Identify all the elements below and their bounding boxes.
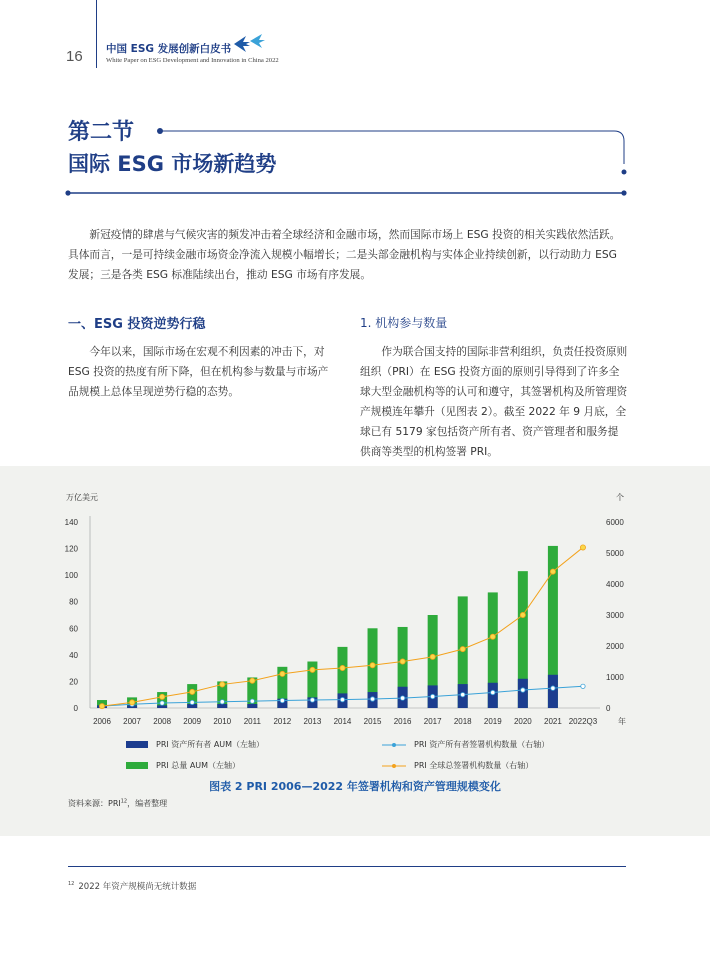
- source-footnote-ref: 12: [120, 798, 128, 805]
- point-total-count: [310, 667, 315, 672]
- y-left-tick: 120: [64, 544, 78, 554]
- footer-divider: [68, 866, 626, 867]
- subsection-heading: 一、ESG 投资逆势行稳: [68, 317, 206, 332]
- point-owner-count: [551, 686, 555, 690]
- point-total-count: [460, 647, 465, 652]
- y-left-tick: 80: [69, 597, 78, 607]
- point-total-count: [250, 678, 255, 683]
- x-tick: 2012: [273, 717, 292, 726]
- point-total-count: [340, 665, 345, 670]
- section-title: 国际 ESG 市场新趋势: [68, 152, 277, 176]
- point-owner-count: [491, 690, 495, 694]
- intro-paragraph: 新冠疫情的肆虐与气候灾害的频发冲击着全球经济和金融市场，然而国际市场上 ESG 投资的相关实践依然活跃。具体而言，一是可持续金融市场资金净流入规模小幅增长；二是头部金融机构与实体企业持续创新，以行动助力 ESG 发展；三是各类 ESG 标准陆续出台，推动 ESG 市场有序发展。: [68, 228, 621, 281]
- chart-source: [68, 798, 167, 809]
- point-total-count: [490, 634, 495, 639]
- legend-label: PRI 全球总签署机构数量（右轴）: [414, 761, 534, 770]
- y-right-tick: 1000: [606, 673, 624, 682]
- point-owner-count: [190, 700, 194, 704]
- x-tick: 2019: [483, 717, 502, 726]
- institutions-paragraph: 作为联合国支持的国际非营利组织，负责任投资原则组织（PRI）在 ESG 投资方面的原则引导得到了许多全球大型金融机构等的认可和遵守，其签署机构及所管理资产规模连年攀升（见图表 2）。截至 2022 年 9 月底，全球已有 5179 家包括资产所有者、资产管理者和服务提供商等类型的机构签署 PRI。: [360, 345, 628, 458]
- subheading-institutions: 1. 机构参与数量: [360, 316, 448, 330]
- footnote-marker: 12: [68, 881, 75, 888]
- legend-total-count: [382, 760, 533, 771]
- point-owner-count: [430, 694, 434, 698]
- y-right-tick: 2000: [606, 642, 624, 651]
- point-total-count: [220, 682, 225, 687]
- x-tick: 2011: [243, 717, 261, 726]
- y-left-tick: 20: [69, 677, 78, 687]
- x-unit: 年: [618, 717, 626, 726]
- point-total-count: [400, 659, 405, 664]
- point-owner-count: [220, 700, 224, 704]
- subsection-paragraph: 今年以来，国际市场在宏观不利因素的冲击下，对 ESG 投资的热度有所下降，但在机构参与数量与市场产品规模上总体呈现逆势行稳的态势。: [68, 345, 329, 398]
- x-tick: 2010: [213, 717, 232, 726]
- point-total-count: [129, 700, 134, 705]
- point-owner-count: [461, 692, 465, 696]
- footnote-text: 2022 年资产规模尚无统计数据: [78, 882, 197, 892]
- y-left-tick: 60: [69, 624, 78, 634]
- point-owner-count: [280, 698, 284, 702]
- y-left-tick: 0: [73, 704, 78, 713]
- legend-label: PRI 资产所有者签署机构数量（右轴）: [414, 740, 550, 749]
- x-tick: 2006: [93, 717, 111, 726]
- x-tick: 2017: [423, 717, 442, 726]
- point-total-count: [430, 654, 435, 659]
- section-number: 第二节: [68, 120, 135, 145]
- x-tick: 2020: [513, 717, 532, 726]
- x-tick: 2013: [303, 717, 322, 726]
- y-left-tick: 140: [64, 518, 78, 527]
- point-owner-count: [340, 697, 344, 701]
- y-right-tick: 3000: [606, 611, 624, 620]
- legend-owner-count: [382, 739, 549, 750]
- point-owner-count: [400, 696, 404, 700]
- x-tick: 2022Q3: [568, 717, 598, 726]
- legend-swatch: [126, 741, 148, 748]
- header-title-en: White Paper on ESG Development and Innovation in China 2022: [106, 57, 279, 64]
- bar-owner-aum: [157, 705, 167, 708]
- x-tick: 2021: [544, 717, 562, 726]
- point-owner-count: [250, 699, 254, 703]
- y-left-unit: 万亿美元: [66, 493, 98, 502]
- header-title-cn: 中国 ESG 发展创新白皮书: [106, 43, 232, 55]
- point-owner-count: [521, 688, 525, 692]
- point-owner-count: [581, 684, 585, 688]
- x-tick: 2007: [123, 717, 141, 726]
- point-owner-count: [310, 698, 314, 702]
- section-frame: [0, 0, 710, 210]
- point-total-count: [550, 569, 555, 574]
- point-owner-count: [370, 697, 374, 701]
- legend-swatch: [126, 762, 148, 769]
- point-total-count: [520, 612, 525, 617]
- y-right-unit: 个: [616, 493, 624, 502]
- source-text: 资料来源：PRI: [68, 799, 121, 808]
- footnote: [68, 880, 196, 892]
- bar-owner-aum: [217, 704, 227, 708]
- x-tick: 2008: [153, 717, 172, 726]
- point-total-count: [580, 545, 585, 550]
- legend-label: PRI 总量 AUM（左轴）: [156, 761, 241, 770]
- figure-caption: 图表 2 PRI 2006—2022 年签署机构和资产管理规模变化: [209, 780, 501, 793]
- x-tick: 2014: [333, 717, 352, 726]
- point-total-count: [190, 689, 195, 694]
- legend-label: PRI 资产所有者 AUM（左轴）: [156, 740, 265, 749]
- point-owner-count: [160, 701, 164, 705]
- x-tick: 2016: [393, 717, 412, 726]
- bar-owner-aum: [247, 704, 257, 708]
- legend-owner-aum: [126, 739, 264, 750]
- x-tick: 2018: [453, 717, 472, 726]
- legend-swatch: [382, 762, 406, 770]
- bar-owner-aum: [518, 679, 528, 708]
- legend-swatch: [382, 741, 406, 749]
- bar-owner-aum: [548, 675, 558, 708]
- y-right-tick: 5000: [606, 549, 624, 558]
- point-total-count: [280, 671, 285, 676]
- page-number: 16: [66, 48, 83, 65]
- y-right-tick: 6000: [606, 518, 624, 527]
- pri-chart: [0, 466, 710, 766]
- bar-owner-aum: [488, 683, 498, 708]
- y-right-tick: 4000: [606, 580, 624, 589]
- point-total-count: [160, 694, 165, 699]
- x-tick: 2009: [183, 717, 202, 726]
- y-right-tick: 0: [606, 704, 611, 713]
- source-text-suffix: ，编者整理: [127, 799, 168, 808]
- legend-total-aum: [126, 760, 240, 771]
- point-total-count: [370, 663, 375, 668]
- point-total-count: [99, 704, 104, 709]
- x-tick: 2015: [363, 717, 382, 726]
- y-left-tick: 100: [64, 571, 78, 581]
- y-left-tick: 40: [69, 650, 78, 660]
